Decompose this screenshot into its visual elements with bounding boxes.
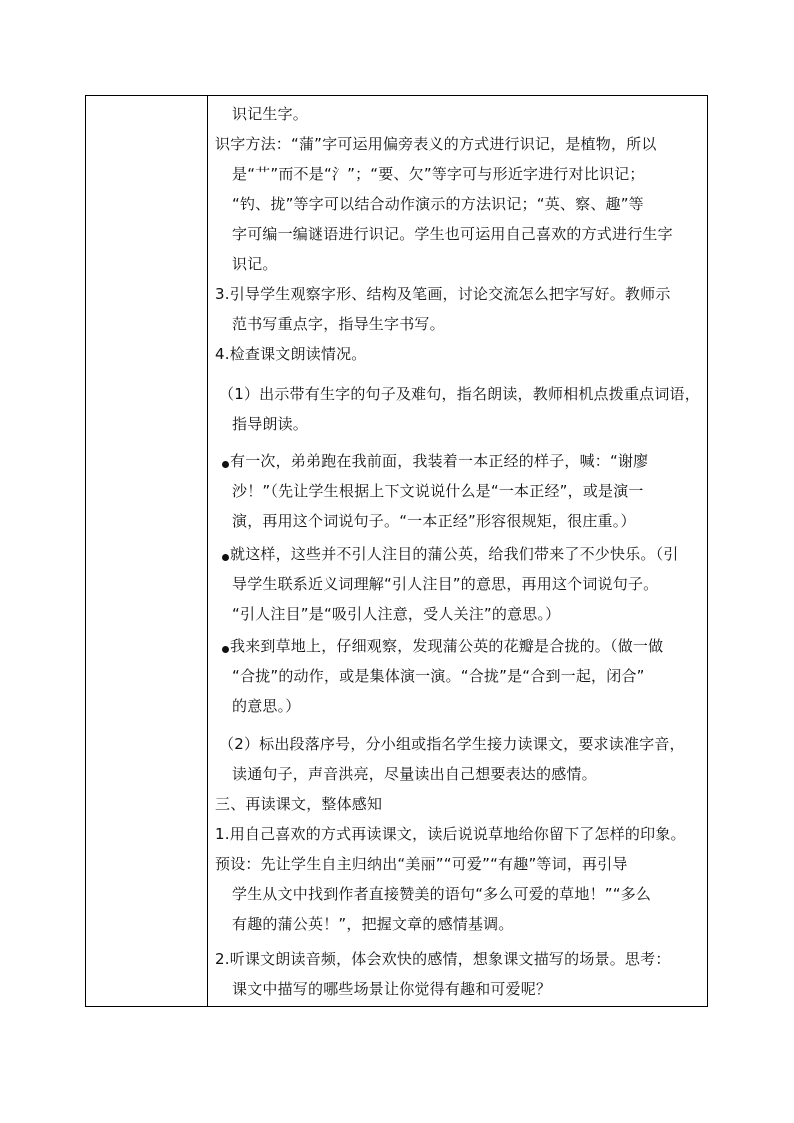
text-line: 演，再用这个词说句子。“一本正经”形容很规矩，很庄重。） <box>232 512 636 530</box>
text-line: 是“艹”而不是“氵”；“要、欠”等字可与形近字进行对比识记； <box>232 165 645 183</box>
text-line: （1）出示带有生字的句子及难句，指名朗读，教师相机点拨重点词语， <box>219 385 700 403</box>
section-heading: 三、再读课文，整体感知 <box>215 795 383 813</box>
text-line: 识记。 <box>232 255 278 273</box>
text-line: “引人注目”是“吸引人注意，受人关注”的意思。） <box>232 605 561 623</box>
text-line: 有趣的蒲公英！”，把握文章的感情基调。 <box>232 915 514 933</box>
text-line: 识字方法：“蒲”字可运用偏旁表义的方式进行识记，是植物，所以 <box>215 135 657 153</box>
text-line: 读通句子，声音洪亮，尽量读出自己想要表达的感情。 <box>232 765 597 783</box>
text-line: 课文中描写的哪些场景让你觉得有趣和可爱呢？ <box>232 980 552 998</box>
bullet-line <box>215 544 679 564</box>
text-line: 沙！”（先让学生根据上下文说说什么是“一本正经”，或是演一 <box>232 482 644 500</box>
bullet-line <box>215 636 663 656</box>
lesson-table <box>85 95 708 1007</box>
text-line: 4.检查课文朗读情况。 <box>215 345 367 363</box>
text-line: 学生从文中找到作者直接赞美的语句“多么可爱的草地！”“多么 <box>232 885 652 903</box>
text-line: 识记生字。 <box>232 105 309 123</box>
text-line: 就这样，这些并不引人注目的蒲公英，给我们带来了不少快乐。（引 <box>230 545 679 563</box>
text-line: 的意思。） <box>232 697 301 715</box>
column-divider <box>207 96 208 1006</box>
text-line: （2）标出段落序号，分小组或指名学生接力读课文，要求读准字音， <box>219 735 685 753</box>
text-line: “钓、拢”等字可以结合动作演示的方法识记；“英、察、趣”等 <box>232 195 644 213</box>
text-line: “合拢”的动作，或是集体演一演。“合拢”是“合到一起，闭合” <box>232 667 645 685</box>
text-line: 范书写重点字，指导生字书写。 <box>232 315 445 333</box>
text-line: 字可编一编谜语进行识记。学生也可运用自己喜欢的方式进行生字 <box>232 225 673 243</box>
text-line: 1.用自己喜欢的方式再读课文，读后说说草地给你留下了怎样的印象。 <box>215 825 686 843</box>
text-line: 指导朗读。 <box>232 415 309 433</box>
bullet-line <box>215 451 648 471</box>
text-line: 3.引导学生观察字形、结构及笔画，讨论交流怎么把字写好。教师示 <box>215 285 671 303</box>
text-line: 导学生联系近义词理解“引人注目”的意思，再用这个词说句子。 <box>232 575 659 593</box>
text-line: 2.听课文朗读音频，体会欢快的感情，想象课文描写的场景。思考： <box>215 950 671 968</box>
text-line: 预设：先让学生自主归纳出“美丽”“可爱”“有趣”等词，再引导 <box>215 855 628 873</box>
text-line: 我来到草地上，仔细观察，发现蒲公英的花瓣是合拢的。（做一做 <box>230 637 664 655</box>
text-line: 有一次，弟弟跑在我前面，我装着一本正经的样子，喊：“谢廖 <box>230 452 649 470</box>
